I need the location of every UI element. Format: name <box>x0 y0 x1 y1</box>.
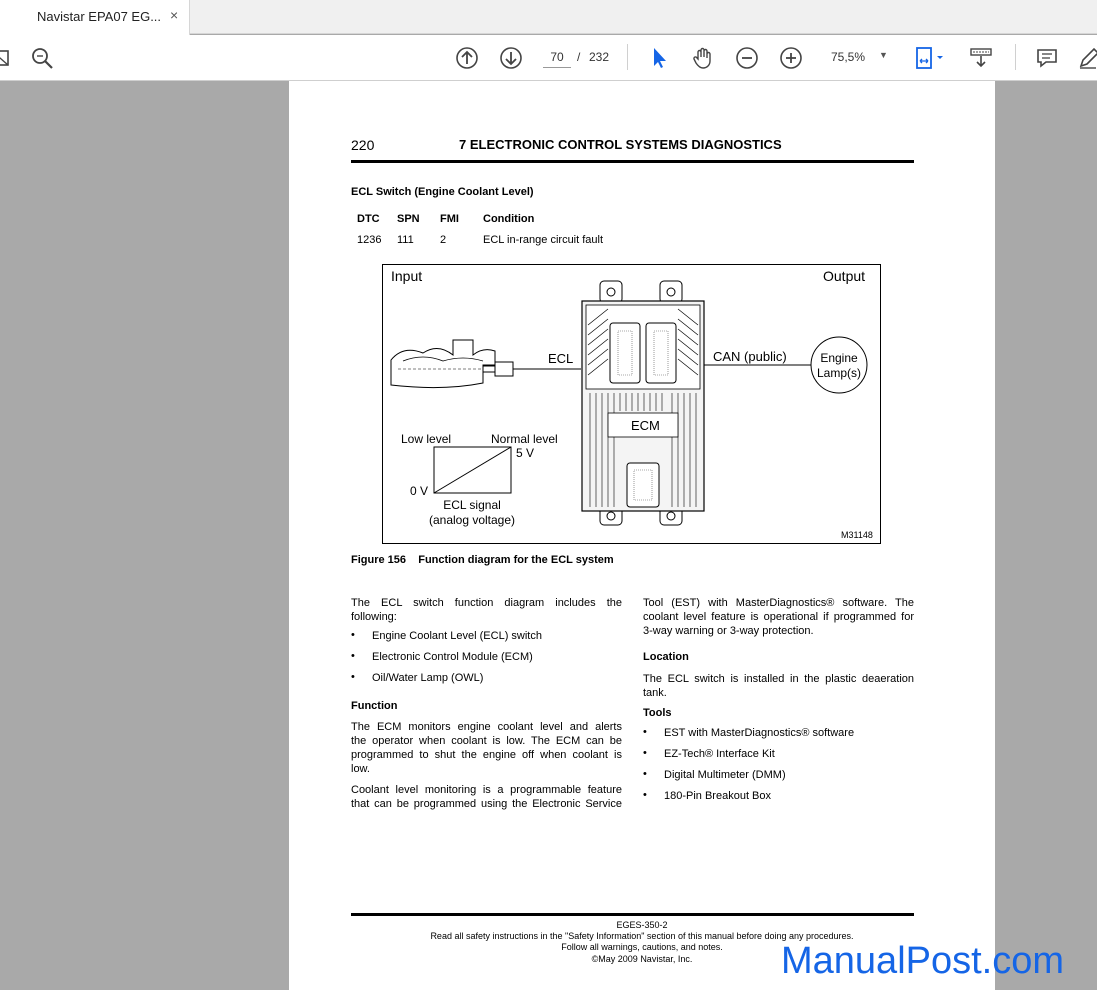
chapter-title: 7 ELECTRONIC CONTROL SYSTEMS DIAGNOSTICS <box>459 137 782 152</box>
ecl-signal-caption-line2: (analog voltage) <box>428 513 516 527</box>
text-line: coolant level feature is operational if programmed for <box>643 611 914 623</box>
comment-icon[interactable] <box>1034 45 1060 71</box>
table-header-condition: Condition <box>483 213 535 225</box>
figure-input-label: Input <box>391 268 423 284</box>
coolant-paragraph <box>351 783 622 811</box>
figure-output-label: Output <box>823 268 866 284</box>
header-rule <box>351 160 914 163</box>
toolbar-divider <box>1015 44 1016 70</box>
fit-page-icon[interactable] <box>912 45 948 71</box>
tools-heading: Tools <box>643 707 672 719</box>
text-line: that can be programmed using the Electronic Service <box>351 798 622 810</box>
location-heading: Location <box>643 651 689 663</box>
table-header-fmi: FMI <box>440 213 459 225</box>
text-line: The ECM monitors engine coolant level and alerts <box>351 721 622 733</box>
table-header-dtc: DTC <box>357 213 380 225</box>
tab-close-button[interactable]: × <box>170 7 179 23</box>
scroll-mode-icon[interactable] <box>968 45 994 71</box>
bullet: • <box>351 629 355 641</box>
hand-tool-icon[interactable] <box>690 45 716 71</box>
list-item: Electronic Control Module (ECM) <box>372 651 533 663</box>
low-level-label: Low level <box>401 432 452 446</box>
page-total: 232 <box>589 50 610 64</box>
select-cursor-icon[interactable] <box>646 45 672 71</box>
document-viewer[interactable] <box>0 81 1097 990</box>
zoom-in-icon[interactable] <box>778 45 804 71</box>
five-volt-label: 5 V <box>516 446 535 460</box>
zoom-select[interactable] <box>824 46 896 68</box>
list-item: Engine Coolant Level (ECL) switch <box>372 630 542 642</box>
next-page-icon[interactable] <box>498 45 524 71</box>
text-line: Coolant level monitoring is a programmable feature <box>351 784 622 796</box>
page-number-label: 220 <box>351 137 375 153</box>
list-item: 180-Pin Breakout Box <box>664 790 772 802</box>
table-header-spn: SPN <box>397 213 420 225</box>
thumbnail-icon[interactable] <box>0 45 16 71</box>
bullet: • <box>643 768 647 780</box>
intro-paragraph <box>351 596 622 624</box>
toolbar-divider <box>627 44 628 70</box>
tab-title: Navistar EPA07 EG... <box>37 9 162 24</box>
text-line: Tool (EST) with MasterDiagnostics® software. The <box>643 597 914 609</box>
bullet: • <box>643 789 647 801</box>
footer-rule <box>351 913 914 916</box>
figure-id: M31148 <box>841 530 873 540</box>
watermark: ManualPost.com <box>781 940 1065 982</box>
zero-volt-label: 0 V <box>410 484 429 498</box>
function-heading: Function <box>351 700 398 712</box>
pdf-page <box>289 81 995 990</box>
search-icon[interactable] <box>29 45 55 71</box>
function-diagram <box>382 264 881 544</box>
footer-doc-id: EGES-350-2 <box>616 920 668 930</box>
text-line: The ECL switch function diagram includes the <box>351 597 622 609</box>
document-tab[interactable] <box>0 0 190 35</box>
engine-lamp-label-line1: Engine <box>820 351 858 365</box>
ecm-module-illustration <box>582 281 704 525</box>
list-item: EZ-Tech® Interface Kit <box>664 748 775 760</box>
footer-warnings-line: Follow all warnings, cautions, and notes. <box>561 942 723 952</box>
table-cell: ECL in-range circuit fault <box>483 234 604 246</box>
engine-lamp-label-line2: Lamp(s) <box>816 366 862 380</box>
text-line: programmed to shut the engine off when coolant is <box>351 749 622 761</box>
pen-icon[interactable] <box>1076 45 1097 71</box>
normal-level-label: Normal level <box>491 432 558 446</box>
ecm-label: ECM <box>631 418 660 433</box>
previous-page-icon[interactable] <box>454 45 480 71</box>
toolbar <box>0 35 1097 81</box>
table-cell: 1236 <box>357 234 382 246</box>
text-line: the operator when coolant is low. The ECM can be <box>351 735 622 747</box>
ecl-signal-caption-line1: ECL signal <box>443 498 501 512</box>
list-item: Digital Multimeter (DMM) <box>664 769 786 781</box>
bullet: • <box>643 726 647 738</box>
list-item: Oil/Water Lamp (OWL) <box>372 672 484 684</box>
table-cell: 2 <box>440 234 447 246</box>
bullet: • <box>351 671 355 683</box>
table-cell: 111 <box>397 234 414 246</box>
coolant-tank-illustration <box>391 340 513 388</box>
section-title: ECL Switch (Engine Coolant Level) <box>351 186 534 198</box>
list-item: EST with MasterDiagnostics® software <box>664 727 855 739</box>
continued-paragraph <box>643 596 914 638</box>
page-number-input[interactable] <box>543 46 571 68</box>
ecl-signal-label: ECL <box>548 351 574 366</box>
text-line: The ECL switch is installed in the plastic deaeration <box>643 673 914 685</box>
zoom-value: 75,5% <box>831 50 866 64</box>
chevron-down-icon: ▼ <box>879 50 888 60</box>
zoom-out-icon[interactable] <box>734 45 760 71</box>
text-line: following: <box>351 611 397 623</box>
footer-safety-line: Read all safety instructions in the "Safety Information" section of this manual before doing any procedures. <box>430 931 854 941</box>
can-public-label: CAN (public) <box>713 349 787 364</box>
function-paragraph <box>351 720 622 776</box>
footer-copyright: ©May 2009 Navistar, Inc. <box>591 954 693 964</box>
page-separator: / <box>577 50 581 64</box>
figure-caption: Figure 156 Function diagram for the ECL system <box>351 554 614 566</box>
location-paragraph <box>643 672 914 700</box>
bullet: • <box>643 747 647 759</box>
bullet: • <box>351 650 355 662</box>
text-line: low. <box>351 763 370 775</box>
text-line: 3-way warning or 3-way protection. <box>643 625 814 637</box>
text-line: tank. <box>643 687 667 699</box>
tab-bar <box>0 0 1097 34</box>
